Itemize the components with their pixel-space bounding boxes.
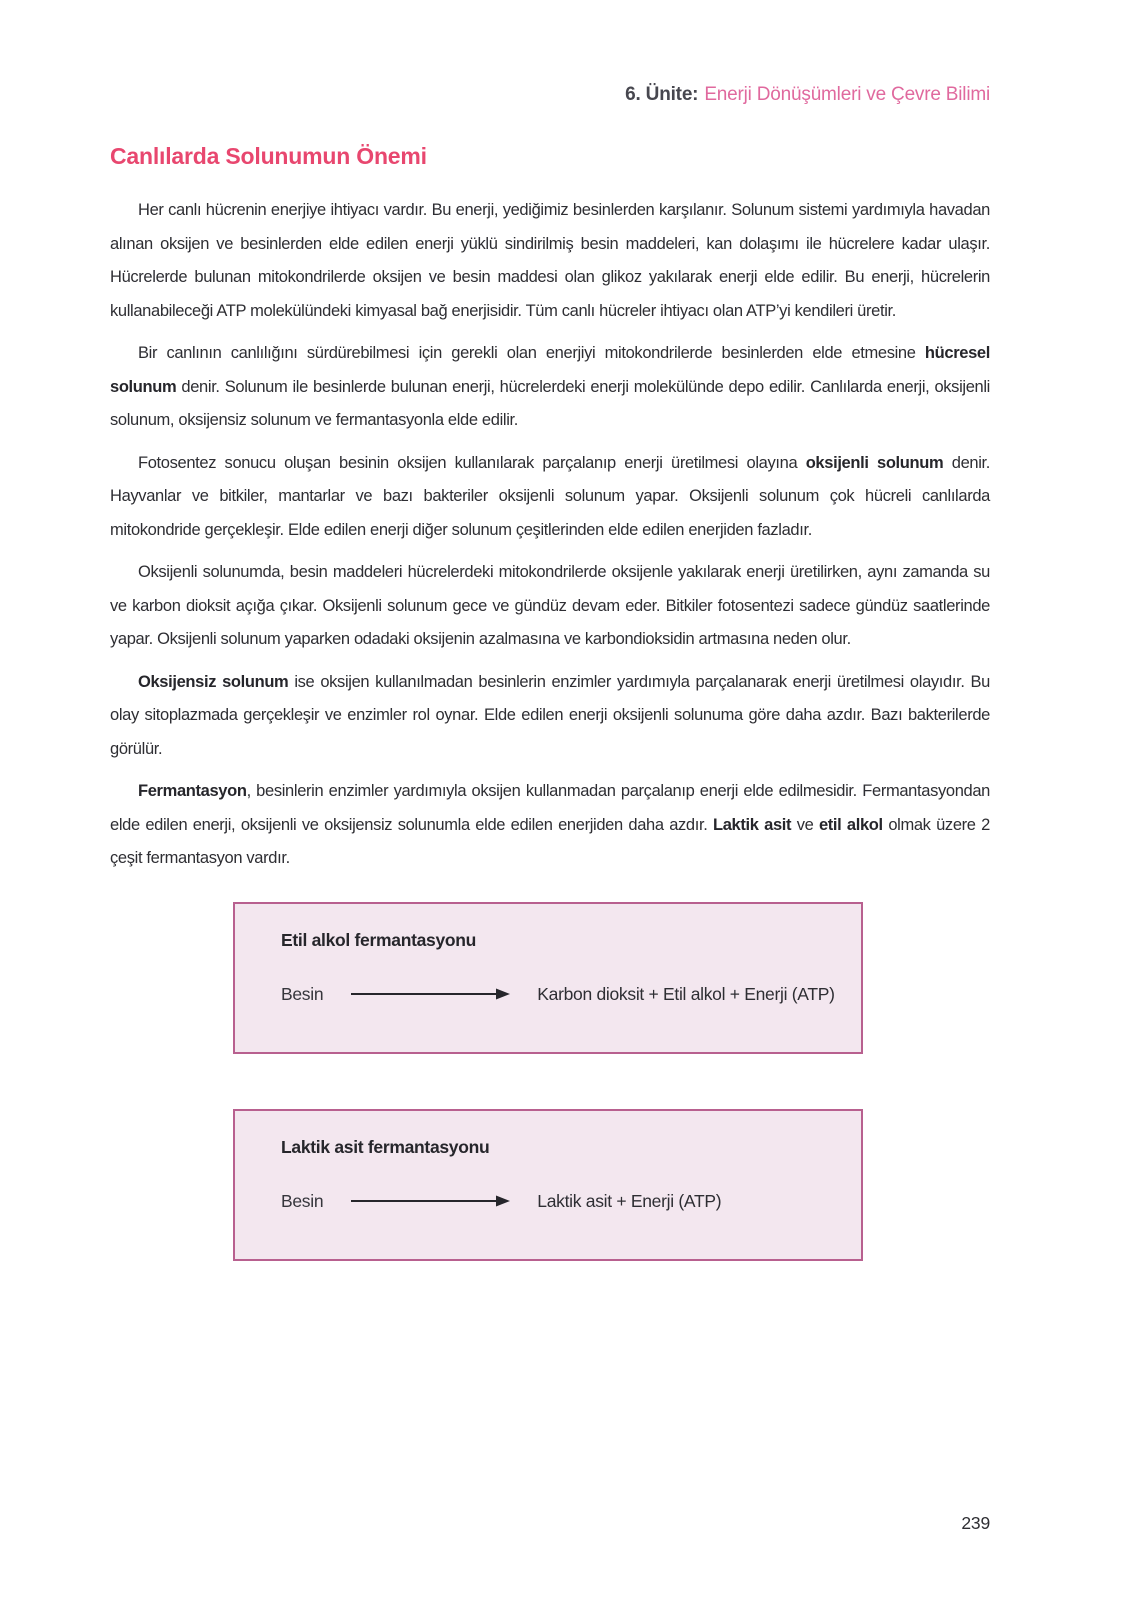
text-run: Fotosentez sonucu oluşan besinin oksijen kullanılarak parçalanıp enerji üretilmesi olayına bbox=[138, 453, 806, 472]
text-run: olmak üzere 2 çeşit fermantasyon vardır. bbox=[110, 815, 990, 867]
unit-title: Enerji Dönüşümleri ve Çevre Bilimi bbox=[704, 84, 990, 105]
bold-term: Fermantasyon bbox=[138, 782, 247, 800]
ethyl-alcohol-fermentation-box bbox=[233, 902, 863, 1054]
paragraph bbox=[110, 337, 990, 438]
fermentation-boxes bbox=[233, 902, 990, 1261]
reaction-arrow-icon bbox=[351, 1194, 511, 1208]
lactic-acid-fermentation-box bbox=[233, 1109, 863, 1261]
product-label: Karbon dioksit + Etil alkol + Enerji (ATP) bbox=[537, 983, 835, 1004]
bold-term: Oksijensiz solunum bbox=[138, 672, 289, 691]
paragraph bbox=[110, 194, 990, 328]
page-title: Canlılarda Solunumun Önemi bbox=[110, 143, 427, 169]
paragraph bbox=[110, 775, 990, 876]
bold-term: hücresel solunum bbox=[110, 344, 990, 396]
unit-header bbox=[110, 84, 990, 106]
reactant-label: Besin bbox=[281, 983, 324, 1004]
bold-term: etil alkol bbox=[818, 815, 883, 834]
equation bbox=[281, 984, 833, 1005]
reactant-label: Besin bbox=[281, 1190, 324, 1211]
unit-label: 6. Ünite: bbox=[625, 84, 699, 105]
reaction-arrow-icon bbox=[351, 987, 511, 1001]
box-title: Etil alkol fermantasyonu bbox=[281, 929, 477, 950]
paragraph bbox=[110, 556, 990, 657]
text-run: , besinlerin enzimler yardımıyla oksijen kullanmadan parçalanıp enerji elde edilmesidir. Fermantasyondan elde edilen enerji, oksijenli ve oksijensiz solunumla elde edilen enerjiden daha azdır. bbox=[110, 782, 990, 834]
text-run: denir. Hayvanlar ve bitkiler, mantarlar ve bazı bakteriler oksijenli solunum yapar. Oksijenli solunum çok hücreli canlılarda mitokondride gerçekleşir. Elde edilen enerji diğer solunum çeşitlerinden elde edilen enerjiden fazladır. bbox=[110, 453, 991, 539]
product-label: Laktik asit + Enerji (ATP) bbox=[537, 1190, 722, 1211]
text-run: denir. Solunum ile besinlerde bulunan enerji, hücrelerdeki enerji molekülünde depo edilir. Canlılarda enerji, oksijenli solunum, oksijensiz solunum ve fermantasyonla elde edilir. bbox=[110, 377, 990, 429]
page-number: 239 bbox=[961, 1513, 990, 1533]
text-run: ise oksijen kullanılmadan besinlerin enzimler yardımıyla parçalanarak enerji üretilmesi olayıdır. Bu olay sitoplazmada gerçekleşir ve enzimler rol oynar. Elde edilen enerji oksijenli solunuma göre daha azdır. Bazı bakterilerde görülür. bbox=[110, 672, 990, 758]
body-text bbox=[110, 194, 990, 876]
equation bbox=[281, 1191, 833, 1212]
text-run: Bir canlının canlılığını sürdürebilmesi için gerekli olan enerjiyi mitokondrilerde besinlerden elde etmesine bbox=[138, 344, 925, 362]
page-content bbox=[110, 0, 990, 1261]
bold-term: oksijenli solunum bbox=[805, 453, 944, 472]
text-run: Oksijenli solunumda, besin maddeleri hücrelerdeki mitokondrilerde oksijenle yakılarak enerji üretilirken, aynı zamanda su ve karbon dioksit açığa çıkar. Oksijenli solunum gece ve gündüz devam eder. Bitkiler fotosentezi sadece gündüz saatlerinde yapar. Oksijenli solunum yaparken odadaki oksijenin azalmasına ve karbondioksidin artmasına neden olur. bbox=[110, 563, 990, 648]
text-run: Her canlı hücrenin enerjiye ihtiyacı vardır. Bu enerji, yediğimiz besinlerden karşılanır. Solunum sistemi yardımıyla havadan alınan oksijen ve besinlerden elde edilen enerji yüklü sindirilmiş besin maddeleri, kan dolaşımı ile hücrelere kadar ulaşır. Hücrelerde bulunan mitokondrilerde oksijen ve besin maddesi olan glikoz yakılarak enerji elde edilir. Bu enerji, hücrelerin kullanabileceği ATP molekülündeki kimyasal bağ enerjisidir. Tüm canlı hücreler ihtiyacı olan ATP’yi kendileri üretir. bbox=[110, 201, 990, 320]
text-run: ve bbox=[791, 815, 819, 834]
bold-term: Laktik asit bbox=[713, 815, 792, 834]
paragraph bbox=[110, 666, 990, 767]
paragraph bbox=[110, 447, 990, 548]
box-title: Laktik asit fermantasyonu bbox=[281, 1136, 490, 1157]
